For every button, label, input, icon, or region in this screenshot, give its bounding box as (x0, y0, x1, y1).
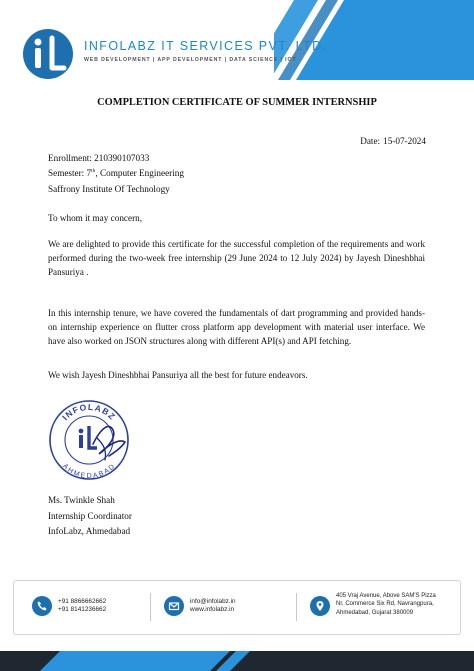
paragraph-tenure: In this internship tenure, we have covered the fundamentals of dart programming and provided hands-on internship experience on flutter cross platform app development with material user interface. We have also worked on JSON structures along with different API(s) and API fetching. (48, 308, 425, 347)
date-line (357, 136, 426, 146)
phone-numbers (58, 598, 106, 614)
signatory-role: Internship Coordinator (48, 510, 132, 521)
signatory-name: Ms. Twinkle Shah (48, 495, 115, 505)
enrollment-line: Enrollment: 210390107033 (48, 153, 150, 163)
svg-text:INFOLABZ (60, 402, 118, 422)
email-and-website (190, 598, 236, 614)
mail-icon (164, 596, 184, 616)
footer-bottom-stripes (0, 651, 474, 671)
date-value: 15-07-2024 (383, 136, 426, 146)
footer-divider (296, 593, 297, 621)
email-link[interactable]: info@infolabz.in (190, 598, 236, 605)
company-tagline: WEB DEVELOPMENT | APP DEVELOPMENT | DATA SCIENCE | IOT (84, 57, 297, 63)
signatory-block (48, 493, 132, 540)
phone-icon (32, 596, 52, 616)
seal-bottom-text: AHMEDABAD (61, 462, 117, 481)
signatory-org: InfoLabz, Ahmedabad (48, 526, 131, 536)
address-line-2: Nr, Commerce Six Rd, Navrangpura, (336, 601, 434, 608)
date-label: Date: (360, 136, 381, 146)
location-icon (310, 596, 330, 616)
website-link[interactable]: www.infolabz.in (190, 606, 235, 613)
phone-1[interactable]: +91 8866662662 (58, 598, 107, 605)
phone-2[interactable]: +91 8141236662 (58, 606, 107, 613)
salutation: To whom it may concern, (48, 213, 143, 223)
letterhead-header (0, 0, 474, 95)
institute-line: Saffrony Institute Of Technology (48, 184, 170, 194)
semester-superscript: th (91, 168, 96, 174)
address-line-3: Ahmedabad, Gujarat 380009 (336, 609, 414, 616)
semester-suffix: , Computer Engineering (95, 168, 184, 179)
paragraph-wishes: We wish Jayesh Dineshbhai Pansuriya all the best for future endeavors. (48, 370, 308, 380)
semester-line (48, 168, 184, 178)
semester-prefix: Semester: 7 (48, 168, 92, 179)
seal-top-text: INFOLABZ (60, 401, 118, 423)
svg-text:AHMEDABAD (61, 463, 117, 480)
address-line-1: 405 Vraj Avenue, Above SAM'S Pizza (336, 593, 436, 599)
company-name: INFOLABZ IT SERVICES PVT. LTD. (84, 39, 328, 53)
company-seal-stamp (47, 398, 131, 482)
contact-footer (13, 580, 461, 635)
footer-divider (150, 593, 151, 621)
paragraph-completion: We are delighted to provide this certificate for the successful completion of the requirements and work performed during the two-week free internship (29 June 2024 to 12 July 2024) by Jayesh Dineshbhai Pansuriya . (48, 239, 425, 278)
certificate-title: COMPLETION CERTIFICATE OF SUMMER INTERNSHIP (97, 97, 377, 108)
address-block (336, 592, 436, 617)
company-logo (22, 28, 74, 80)
